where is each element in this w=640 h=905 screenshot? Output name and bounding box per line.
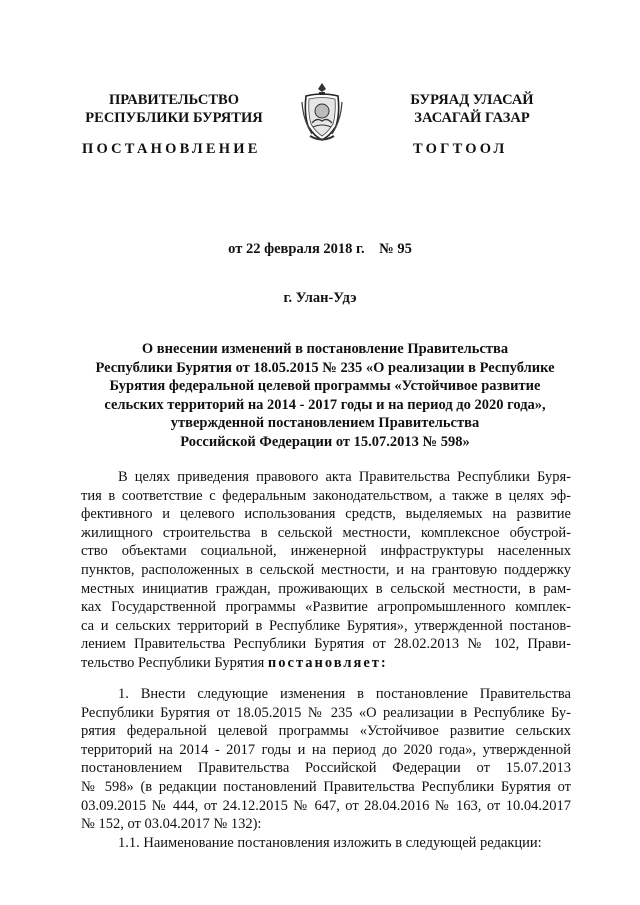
item-1-paragraph — [81, 685, 571, 852]
header-left-authority — [80, 91, 268, 127]
title-line: Российской Федерации от 15.07.2013 № 598» — [180, 433, 470, 450]
item-line: Республики Бурятия от 18.05.2015 № 235 «О реализации в Республике Бу- — [81, 704, 571, 721]
preamble-line: ках Государственной программы «Развитие агропромышленного комплек- — [81, 599, 571, 616]
doc-type-russian: ПОСТАНОВЛЕНИЕ — [82, 141, 261, 157]
title-line: сельских территорий на 2014 - 2017 годы и на период до 2020 года», — [104, 396, 546, 413]
date-number-line — [0, 241, 640, 258]
preamble-line: местных инициатив граждан, проживающих в сельской местности, в рам- — [81, 580, 571, 597]
decree-number: № 95 — [379, 241, 412, 257]
preamble-line: пунктов, расположенных в сельской местности, и на грантовую поддержку — [81, 561, 571, 578]
preamble-line: фективного и целевого использования средств, выделяемых на развитие — [81, 506, 571, 523]
preamble-line: лением Правительства Республики Бурятия от 28.02.2013 № 102, Прави- — [81, 636, 571, 653]
item-line: 1. Внести следующие изменения в постановление Правительства — [118, 686, 571, 702]
decree-city: г. Улан-Удэ — [283, 290, 357, 306]
item-line: постановлением Правительства Российской Федерации от 15.07.2013 — [81, 760, 571, 777]
item-line: № 152, от 03.04.2017 № 132): — [81, 816, 262, 833]
item-line: № 598» (в редакции постановлений Правительства Республики Бурятия от — [81, 778, 571, 795]
header-right-line2: ЗАСАГАЙ ГАЗАР — [414, 110, 530, 126]
header-right-authority — [378, 91, 566, 127]
preamble-line: жилищного строительства в сельской местности, комплексное обустрой- — [81, 524, 571, 541]
doc-type-buryat: ТОГТООЛ — [413, 141, 508, 157]
decree-keyword: постановляет: — [267, 654, 388, 671]
title-line: утвержденной постановлением Правительства — [170, 415, 480, 431]
title-line: О внесении изменений в постановление Правительства — [141, 341, 509, 357]
preamble-line: тельство Республики Бурятия — [81, 654, 265, 671]
preamble-line: ство объектами социальной, инженерной инфраструктуры населенных — [81, 543, 571, 560]
decree-title — [80, 340, 570, 451]
decree-date: от 22 февраля 2018 г. — [228, 241, 365, 257]
item-1-1-line: 1.1. Наименование постановления изложить в следующей редакции: — [118, 834, 542, 851]
title-line: Республики Бурятия от 18.05.2015 № 235 «О реализации в Республике — [95, 359, 555, 376]
item-line: 03.09.2015 № 444, от 24.12.2015 № 647, от 28.04.2016 № 163, от 10.04.2017 — [81, 797, 571, 814]
header-right-line1: БУРЯАД УЛАСАЙ — [410, 92, 534, 108]
preamble-line: са и сельских территорий в Республике Бурятия», утвержденной постанов- — [81, 617, 571, 634]
header-left-line1: ПРАВИТЕЛЬСТВО — [109, 92, 239, 108]
preamble-paragraph — [81, 468, 571, 673]
preamble-line: тия в соответствие с федеральным законодательством, а также в целях эф- — [81, 487, 571, 504]
header-left-line2: РЕСПУБЛИКИ БУРЯТИЯ — [85, 110, 263, 126]
item-line: территорий на 2014 - 2017 годы и на период до 2020 года», утвержденной — [81, 741, 571, 758]
title-line: Бурятия федеральной целевой программы «Устойчивое развитие — [109, 378, 541, 394]
preamble-final-line — [81, 654, 571, 673]
coat-of-arms-icon — [300, 80, 344, 144]
item-line: рятия федеральной целевой программы «Устойчивое развитие сельских — [81, 723, 571, 740]
preamble-line: В целях приведения правового акта Правительства Республики Буря- — [118, 469, 571, 485]
